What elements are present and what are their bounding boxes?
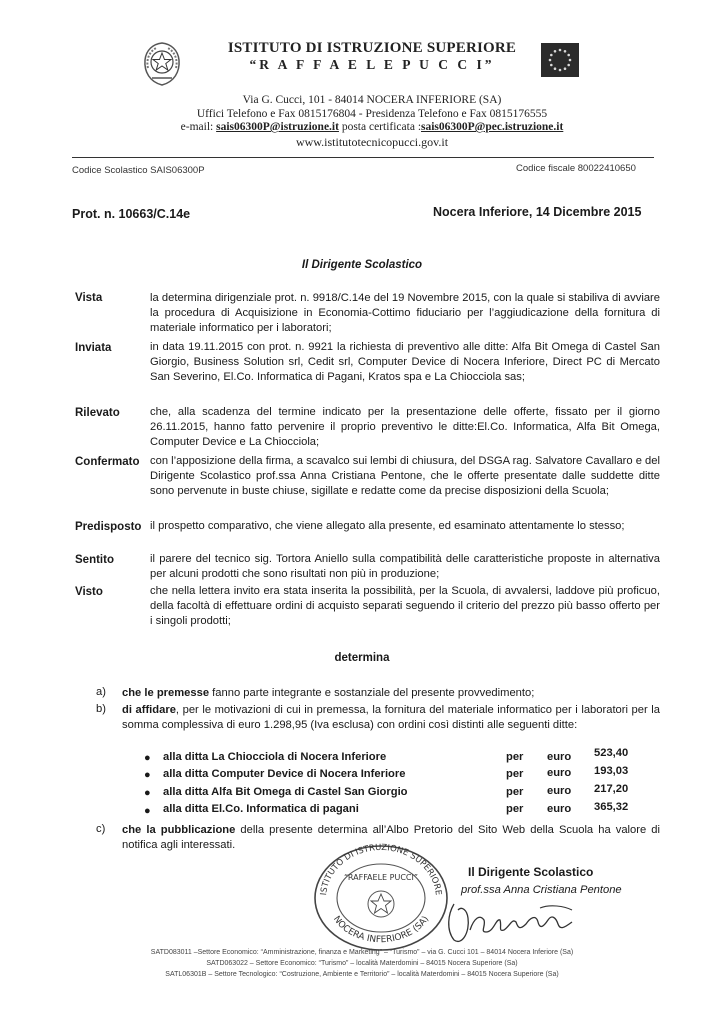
premise-text: che, alla scadenza del termine indicato per la presentazione delle offerte, fissato per il giorno 26.11.2015, hanno fatto pervenire il proprio preventivo le ditte:El.Co. Informatica, Alfa Bit Omega, Computer Device e La Chiocciola; — [150, 406, 660, 448]
pec-label: posta certificata : — [338, 121, 422, 133]
place-date: Nocera Inferiore, 14 Dicembre 2015 — [433, 205, 642, 219]
protocol-number: Prot. n. 10663/C.14e — [72, 207, 191, 221]
codice-scolastico: Codice Scolastico SAIS06300P — [72, 165, 205, 176]
handwritten-signature-icon — [440, 896, 590, 948]
premise-term: Confermato — [75, 456, 140, 468]
premise-term: Predisposto — [75, 521, 142, 533]
school-phones: Uffici Telefono e Fax 0815176804 - Presidenza Telefono e Fax 0815176555 — [196, 108, 548, 120]
website-link[interactable]: www.istitutotecnicopucci.gov.it — [295, 135, 449, 149]
school-emails — [10, 121, 724, 133]
eu-flag-icon — [541, 43, 579, 77]
point-a-rest: fanno parte integrante e sostanziale del presente provvedimento; — [209, 687, 535, 699]
assignment-currency: euro — [547, 803, 572, 815]
assignment-amount: 217,20 — [594, 783, 629, 795]
bullet-icon: ● — [144, 787, 151, 799]
assignment-name: alla ditta El.Co. Informatica di pagani — [163, 803, 359, 815]
point-letter: a) — [96, 686, 106, 698]
seal-top-text: ISTITUTO DI ISTRUZIONE SUPERIORE — [319, 842, 443, 896]
school-name: “R A F F A E L E P U C C I” — [249, 57, 495, 72]
bullet-icon: ● — [144, 769, 151, 781]
assignment-amount: 365,32 — [594, 801, 629, 813]
assignment-currency: euro — [547, 751, 572, 763]
premise-text: il prospetto comparativo, che viene allegato alla presente, ed esaminato attentamente lo stesso; — [150, 520, 625, 532]
page-heading: Il Dirigente Scolastico — [301, 259, 423, 271]
point-letter: c) — [96, 823, 106, 835]
point-b-bold: di affidare — [122, 704, 176, 716]
assignment-currency: euro — [547, 767, 572, 779]
point-a-text — [122, 686, 660, 701]
footer-line: SATD083011 –Settore Economico: “Amministrazione, finanza e Marketing” – “Turismo” – via G. Cucci 101 – 84014 Nocera Inferiore (Sa) — [150, 949, 574, 956]
school-address: Via G. Cucci, 101 - 84014 NOCERA INFERIORE (SA) — [242, 94, 502, 106]
premise-text: che nella lettera invito era stata inserita la possibilità, per la Scuola, di avvalersi, laddove più proficuo, della facoltà di effettuare ordini di acquisto separati seguendo il criterio del prezzo più basso offerto per i singoli prodotti; — [150, 585, 660, 627]
pec-link[interactable]: sais06300P@pec.istruzione.it — [421, 121, 564, 133]
point-c-rest: della presente determina all’Albo Pretorio del Sito Web della Scuola ha valore di notifica agli interessati. — [122, 824, 660, 851]
point-b-rest: , per le motivazioni di cui in premessa, la fornitura del materiale informatico per i laboratori per la somma complessiva di euro 1.298,95 (Iva esclusa) con ordini così distinti alle seguenti ditte: — [122, 704, 660, 731]
assignment-name: alla ditta Alfa Bit Omega di Castel San Giorgio — [163, 786, 408, 798]
premise-text: in data 19.11.2015 con prot. n. 9921 la richiesta di preventivo alle ditte: Alfa Bit Omega di Castel San Giorgio, Business Solution srl, Cedit srl, Computer Device di Nocera Inferiore, Direct PC di Mercato San Severino, El.Co. Informatica di Pagani, Kratos spa e La Chiocciola sas; — [150, 341, 660, 383]
assignment-per: per — [506, 786, 524, 798]
premise-term: Inviata — [75, 342, 112, 354]
assignment-per: per — [506, 751, 524, 763]
school-seal-icon — [308, 838, 454, 952]
seal-middle-text: “RAFFAELE PUCCI” — [343, 873, 419, 882]
codice-fiscale: Codice fiscale 80022410650 — [516, 163, 636, 174]
footer-line: SATD063022 – Settore Economico: “Turismo” – località Materdomini – 84015 Nocera Superiore (Sa) — [206, 960, 518, 967]
assignment-name: alla ditta Computer Device di Nocera Inferiore — [163, 768, 406, 780]
assignment-amount: 523,40 — [594, 747, 629, 759]
premise-term: Vista — [75, 292, 103, 304]
assignment-per: per — [506, 768, 524, 780]
institute-title: ISTITUTO DI ISTRUZIONE SUPERIORE — [227, 40, 517, 56]
bullet-icon: ● — [144, 752, 151, 764]
email-label: e-mail: — [180, 121, 217, 133]
premise-term: Sentito — [75, 554, 114, 566]
premise-text: con l’apposizione della firma, a scavalco sui lembi di chiusura, del DSGA rag. Salvatore Cavallaro e del Dirigente Scolastico prof.ssa Anna Cristiana Pentone, che le offerte presentate dalle suddette ditte sono pervenute in buste chiuse, sigillate e redatte come da precise disposizioni della Scuola; — [150, 455, 660, 497]
bullet-icon: ● — [144, 805, 151, 817]
signature-name: prof.ssa Anna Cristiana Pentone — [461, 884, 622, 896]
seal-bottom-text: NOCERA INFERIORE (SA) — [330, 914, 432, 946]
premise-text: il parere del tecnico sig. Tortora Aniello sulla compatibilità delle caratteristiche proposte in alternativa per alcuni prodotti che sono risultati non più in produzione; — [150, 553, 660, 580]
point-b-text — [122, 703, 660, 733]
signature-title: Il Dirigente Scolastico — [468, 865, 594, 879]
header-divider — [72, 157, 654, 158]
point-a-bold: che le premesse — [122, 687, 210, 699]
premise-term: Visto — [75, 586, 103, 598]
footer-line: SATL06301B – Settore Tecnologico: “Costruzione, Ambiente e Territorio” – località Materdomini – 84015 Nocera Superiore (Sa) — [165, 971, 559, 978]
point-letter: b) — [96, 703, 106, 715]
premise-text: la determina dirigenziale prot. n. 9918/C.14e del 19 Novembre 2015, con la quale si stabiliva di avviare la procedura di Acquisizione in Economia-Cottimo fiduciario per l’aggiudicazione della fornitura di materiale informatico per i laboratori; — [150, 292, 660, 334]
determina-heading: determina — [334, 652, 390, 664]
assignment-amount: 193,03 — [594, 765, 629, 777]
email-link[interactable]: sais06300P@istruzione.it — [216, 121, 339, 133]
assignment-name: alla ditta La Chiocciola di Nocera Inferiore — [163, 751, 387, 763]
assignment-per: per — [506, 803, 524, 815]
premise-term: Rilevato — [75, 407, 120, 419]
assignment-currency: euro — [547, 785, 572, 797]
point-c-bold: che la pubblicazione — [122, 824, 236, 836]
